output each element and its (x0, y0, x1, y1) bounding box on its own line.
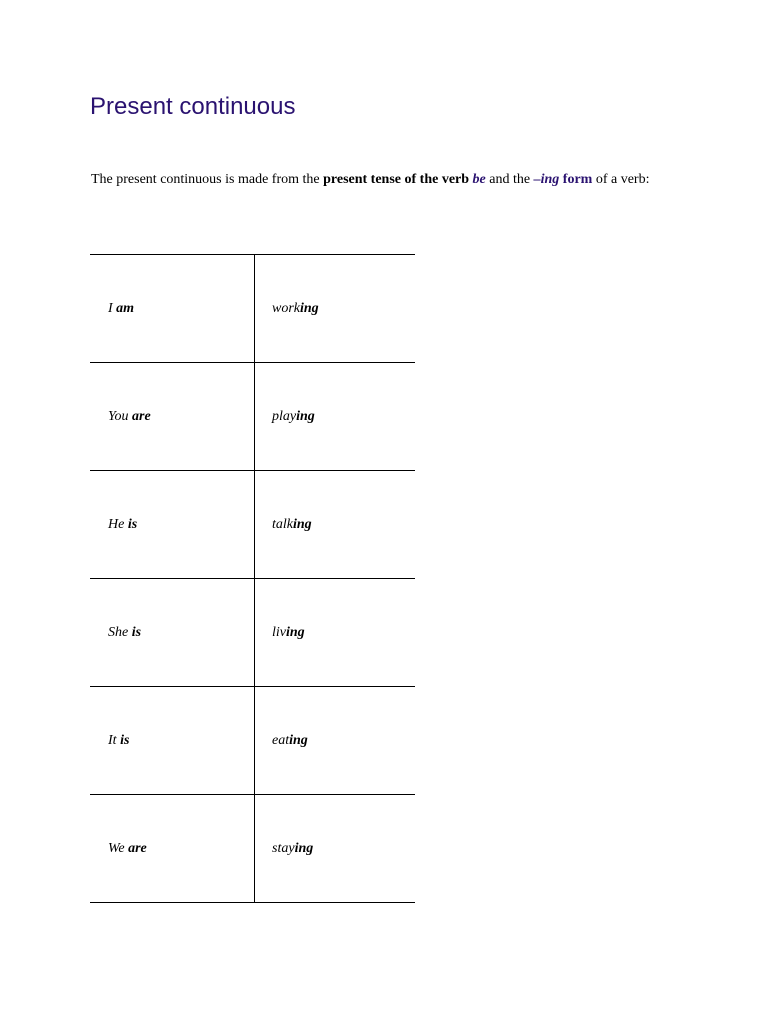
verb-cell (255, 471, 416, 579)
intro-tail: of a verb: (592, 172, 650, 187)
table-row (90, 579, 415, 687)
subject-cell (90, 471, 255, 579)
subject-pronoun: He (108, 516, 125, 532)
verb-cell (255, 579, 416, 687)
verb-stem: talk (272, 516, 293, 532)
verb-stem: work (272, 300, 300, 316)
subject-pronoun: She (108, 624, 129, 640)
verb-stem: liv (272, 624, 286, 640)
subject-pronoun: You (108, 408, 129, 424)
subject-verb: is (127, 516, 138, 532)
table-row (90, 255, 415, 363)
verb-suffix: ing (293, 516, 312, 532)
verb-suffix: ing (286, 624, 305, 640)
verb-suffix: ing (296, 408, 315, 424)
subject-pronoun: I (108, 300, 113, 316)
subject-verb: is (131, 624, 142, 640)
verb-suffix: ing (300, 300, 319, 316)
subject-cell (90, 579, 255, 687)
subject-cell (90, 687, 255, 795)
subject-verb: am (116, 300, 135, 316)
intro-bold-phrase: present tense of the verb (323, 172, 473, 187)
intro-middle: and the (485, 172, 534, 187)
table-row (90, 795, 415, 903)
intro-ing-word: –ing (533, 172, 560, 187)
table-row (90, 471, 415, 579)
verb-stem: play (272, 408, 297, 424)
conjugation-table (90, 254, 415, 903)
subject-cell (90, 255, 255, 363)
verb-suffix: ing (289, 732, 308, 748)
subject-verb: are (128, 840, 147, 856)
intro-form-word: form (559, 172, 593, 187)
subject-verb: is (120, 732, 130, 748)
subject-cell (90, 363, 255, 471)
intro-lead: The present continuous is made from the (91, 172, 324, 187)
verb-stem: stay (272, 840, 295, 856)
verb-cell (255, 363, 416, 471)
verb-suffix: ing (294, 840, 314, 856)
table-row (90, 363, 415, 471)
verb-cell (255, 687, 416, 795)
subject-pronoun: It (108, 732, 117, 748)
intro-paragraph (91, 170, 681, 189)
intro-be-word: be (472, 172, 486, 187)
subject-cell (90, 795, 255, 903)
verb-cell (255, 255, 416, 363)
verb-stem: eat (272, 732, 290, 748)
verb-cell (255, 795, 416, 903)
subject-verb: are (132, 408, 151, 424)
table-row (90, 687, 415, 795)
page-title: Present continuous (90, 93, 296, 120)
subject-pronoun: We (108, 840, 125, 856)
